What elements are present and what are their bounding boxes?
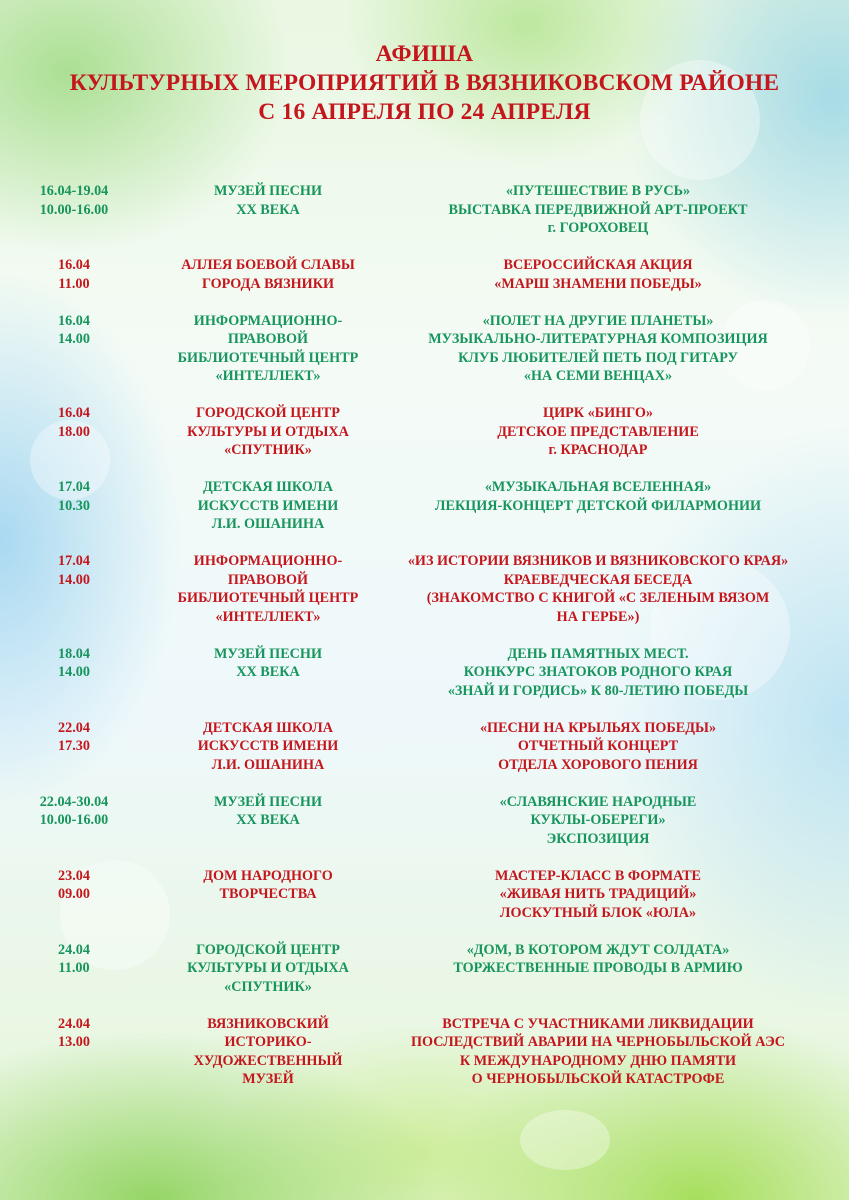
event-description: [370, 793, 826, 849]
event-description-line: ДЕТСКОЕ ПРЕДСТАВЛЕНИЕ: [497, 423, 699, 440]
event-venue: [126, 182, 410, 219]
event-date-line: 13.00: [58, 1034, 90, 1050]
event-venue: [126, 1015, 410, 1089]
event-date-time: [26, 256, 122, 293]
event-date-line: 10.00-16.00: [39, 201, 109, 218]
event-venue: [126, 256, 410, 293]
event-description-line: ЭКСПОЗИЦИЯ: [546, 830, 650, 847]
event-date-time: [26, 867, 122, 904]
event-date-time: [26, 552, 122, 589]
title-line-3: С 16 АПРЕЛЯ ПО 24 АПРЕЛЯ: [258, 99, 591, 125]
event-description: [370, 552, 826, 626]
event-date-line: 09.00: [58, 886, 90, 902]
event-row: [0, 719, 849, 775]
event-date-time: [26, 1015, 122, 1052]
title-line-1: АФИША: [375, 41, 474, 67]
event-row: [0, 182, 849, 238]
event-venue-line: ТВОРЧЕСТВА: [219, 886, 317, 902]
event-description-line: К МЕЖДУНАРОДНОМУ ДНЮ ПАМЯТИ: [459, 1052, 737, 1069]
event-description-line: ОТДЕЛА ХОРОВОГО ПЕНИЯ: [498, 756, 698, 773]
event-venue-line: XX ВЕКА: [236, 201, 300, 218]
event-date-time: [26, 793, 122, 830]
event-date-line: 17.30: [58, 738, 90, 754]
event-venue-line: ИСКУССТВ ИМЕНИ: [197, 738, 339, 754]
event-venue-line: Л.И. ОШАНИНА: [211, 756, 325, 773]
event-description-line: МАСТЕР-КЛАСС В ФОРМАТЕ: [494, 867, 702, 884]
event-venue-line: «ИНТЕЛЛЕКТ»: [215, 608, 321, 625]
event-venue-line: «СПУТНИК»: [224, 442, 312, 458]
event-date-line: 23.04: [58, 867, 90, 884]
event-description-line: «МУЗЫКАЛЬНАЯ ВСЕЛЕННАЯ»: [484, 479, 712, 495]
event-venue-line: КУЛЬТУРЫ И ОТДЫХА: [187, 960, 349, 976]
event-date-line: 14.00: [58, 664, 90, 680]
event-description-line: ЛЕКЦИЯ-КОНЦЕРТ ДЕТСКОЙ ФИЛАРМОНИИ: [434, 497, 762, 514]
event-description-line: КЛУБ ЛЮБИТЕЛЕЙ ПЕТЬ ПОД ГИТАРУ: [458, 349, 738, 366]
event-venue: [126, 867, 410, 904]
event-description-line: О ЧЕРНОБЫЛЬСКОЙ КАТАСТРОФЕ: [471, 1071, 725, 1087]
event-venue-line: ДЕТСКАЯ ШКОЛА: [203, 479, 333, 495]
event-description: [370, 404, 826, 460]
event-description: [370, 941, 826, 978]
event-venue-line: ИНФОРМАЦИОННО-: [193, 312, 343, 329]
event-venue-line: ДЕТСКАЯ ШКОЛА: [203, 719, 333, 736]
event-description: [370, 867, 826, 923]
event-venue-line: МУЗЕЙ ПЕСНИ: [214, 645, 322, 662]
event-venue-line: ХУДОЖЕСТВЕННЫЙ: [193, 1052, 343, 1069]
event-date-line: 10.30: [58, 497, 90, 514]
event-venue-line: «СПУТНИК»: [224, 978, 312, 995]
event-description: [370, 1015, 826, 1089]
event-date-line: 18.04: [58, 645, 90, 662]
event-date-line: 24.04: [58, 941, 90, 958]
event-venue-line: XX ВЕКА: [236, 812, 300, 828]
event-venue: [126, 312, 410, 386]
event-date-line: 14.00: [58, 571, 90, 588]
event-venue-line: АЛЛЕЯ БОЕВОЙ СЛАВЫ: [181, 257, 355, 273]
event-row: [0, 645, 849, 701]
event-description-line: (ЗНАКОМСТВО С КНИГОЙ «С ЗЕЛЕНЫМ ВЯЗОМ: [426, 590, 770, 606]
event-description-line: «НА СЕМИ ВЕНЦАХ»: [523, 368, 673, 384]
event-description-line: ЦИРК «БИНГО»: [543, 405, 653, 421]
event-date-line: 18.00: [58, 423, 90, 440]
event-description-line: г. КРАСНОДАР: [548, 442, 648, 458]
event-description-line: «ИЗ ИСТОРИИ ВЯЗНИКОВ И ВЯЗНИКОВСКОГО КРАЯ»: [407, 553, 789, 569]
event-venue-line: ПРАВОВОЙ: [227, 331, 309, 347]
event-venue-line: МУЗЕЙ: [242, 1071, 294, 1087]
event-date-time: [26, 404, 122, 441]
event-description-line: ТОРЖЕСТВЕННЫЕ ПРОВОДЫ В АРМИЮ: [453, 960, 743, 976]
event-row: [0, 478, 849, 534]
event-description: [370, 312, 826, 386]
event-description-line: «ПУТЕШЕСТВИЕ В РУСЬ»: [505, 183, 691, 199]
event-date-line: 16.04: [58, 405, 90, 421]
title-line-2: КУЛЬТУРНЫХ МЕРОПРИЯТИЙ В ВЯЗНИКОВСКОМ РАЙОНЕ: [69, 70, 780, 96]
event-venue-line: ВЯЗНИКОВСКИЙ: [207, 1015, 329, 1032]
event-date-line: 24.04: [58, 1015, 90, 1032]
event-date-line: 22.04: [58, 719, 90, 736]
event-date-time: [26, 182, 122, 219]
event-row: [0, 941, 849, 997]
event-venue-line: МУЗЕЙ ПЕСНИ: [214, 793, 322, 810]
event-venue-line: ИСКУССТВ ИМЕНИ: [197, 497, 339, 514]
event-venue: [126, 719, 410, 775]
event-description-line: ВСТРЕЧА С УЧАСТНИКАМИ ЛИКВИДАЦИИ: [442, 1015, 754, 1032]
event-date-line: 11.00: [58, 275, 90, 292]
event-venue-line: «ИНТЕЛЛЕКТ»: [215, 368, 321, 384]
event-date-time: [26, 719, 122, 756]
bokeh-decoration: [520, 1110, 610, 1170]
event-description-line: «ЗНАЙ И ГОРДИСЬ» К 80-ЛЕТИЮ ПОБЕДЫ: [447, 682, 749, 699]
event-venue-line: МУЗЕЙ ПЕСНИ: [214, 183, 322, 199]
event-venue-line: ИСТОРИКО-: [224, 1034, 312, 1050]
event-description-line: ОТЧЕТНЫЙ КОНЦЕРТ: [517, 738, 679, 754]
event-venue-line: БИБЛИОТЕЧНЫЙ ЦЕНТР: [177, 590, 359, 606]
event-venue: [126, 404, 410, 460]
event-venue: [126, 941, 410, 997]
event-description: [370, 645, 826, 701]
event-description-line: «СЛАВЯНСКИЕ НАРОДНЫЕ: [499, 793, 697, 810]
event-description-line: «ПОЛЕТ НА ДРУГИЕ ПЛАНЕТЫ»: [482, 312, 714, 329]
event-description-line: ДЕНЬ ПАМЯТНЫХ МЕСТ.: [507, 645, 689, 662]
event-venue: [126, 552, 410, 626]
event-venue-line: БИБЛИОТЕЧНЫЙ ЦЕНТР: [177, 349, 359, 366]
event-date-line: 16.04: [58, 257, 90, 273]
event-description-line: «ПЕСНИ НА КРЫЛЬЯХ ПОБЕДЫ»: [479, 719, 717, 736]
event-description-line: г. ГОРОХОВЕЦ: [547, 220, 649, 236]
event-venue: [126, 645, 410, 682]
event-description-line: ПОСЛЕДСТВИЙ АВАРИИ НА ЧЕРНОБЫЛЬСКОЙ АЭС: [411, 1034, 785, 1050]
event-description-line: «ДОМ, В КОТОРОМ ЖДУТ СОЛДАТА»: [466, 941, 730, 958]
event-description-line: ВСЕРОССИЙСКАЯ АКЦИЯ: [503, 257, 693, 273]
event-row: [0, 1015, 849, 1089]
event-date-time: [26, 312, 122, 349]
event-venue-line: ГОРОДСКОЙ ЦЕНТР: [196, 941, 340, 958]
event-date-line: 11.00: [58, 960, 90, 976]
event-venue-line: ГОРОДСКОЙ ЦЕНТР: [196, 405, 340, 421]
event-row: [0, 793, 849, 849]
event-venue-line: КУЛЬТУРЫ И ОТДЫХА: [187, 423, 349, 440]
event-venue-line: Л.И. ОШАНИНА: [211, 516, 325, 532]
event-date-line: 17.04: [58, 553, 90, 569]
event-date-line: 16.04: [58, 312, 90, 329]
event-row: [0, 404, 849, 460]
event-description-line: КОНКУРС ЗНАТОКОВ РОДНОГО КРАЯ: [463, 664, 733, 680]
event-description-line: «МАРШ ЗНАМЕНИ ПОБЕДЫ»: [494, 275, 702, 292]
event-row: [0, 256, 849, 293]
event-description-line: ЛОСКУТНЫЙ БЛОК «ЮЛА»: [499, 904, 697, 921]
event-description: [370, 478, 826, 515]
event-description-line: «ЖИВАЯ НИТЬ ТРАДИЦИЙ»: [499, 886, 697, 902]
event-description: [370, 256, 826, 293]
event-description: [370, 719, 826, 775]
event-date-line: 14.00: [58, 331, 90, 347]
event-venue-line: ГОРОДА ВЯЗНИКИ: [201, 275, 335, 292]
event-row: [0, 312, 849, 386]
event-row: [0, 552, 849, 626]
event-venue-line: ИНФОРМАЦИОННО-: [193, 553, 343, 569]
event-description-line: МУЗЫКАЛЬНО-ЛИТЕРАТУРНАЯ КОМПОЗИЦИЯ: [428, 331, 768, 347]
event-description-line: КРАЕВЕДЧЕСКАЯ БЕСЕДА: [503, 571, 693, 588]
event-description-line: ВЫСТАВКА ПЕРЕДВИЖНОЙ АРТ-ПРОЕКТ: [448, 201, 748, 218]
event-date-line: 10.00-16.00: [39, 812, 109, 828]
event-date-line: 22.04-30.04: [39, 793, 109, 810]
event-date-line: 17.04: [58, 479, 90, 495]
event-venue-line: XX ВЕКА: [236, 664, 300, 680]
event-venue: [126, 478, 410, 534]
page-title: [0, 40, 849, 127]
event-date-line: 16.04-19.04: [39, 183, 109, 199]
event-description-line: НА ГЕРБЕ»): [556, 608, 640, 625]
event-date-time: [26, 478, 122, 515]
event-row: [0, 867, 849, 923]
event-date-time: [26, 645, 122, 682]
event-description: [370, 182, 826, 238]
event-venue-line: ДОМ НАРОДНОГО: [203, 867, 333, 884]
event-date-time: [26, 941, 122, 978]
event-venue: [126, 793, 410, 830]
event-description-line: КУКЛЫ-ОБЕРЕГИ»: [530, 812, 666, 828]
event-venue-line: ПРАВОВОЙ: [227, 571, 309, 588]
